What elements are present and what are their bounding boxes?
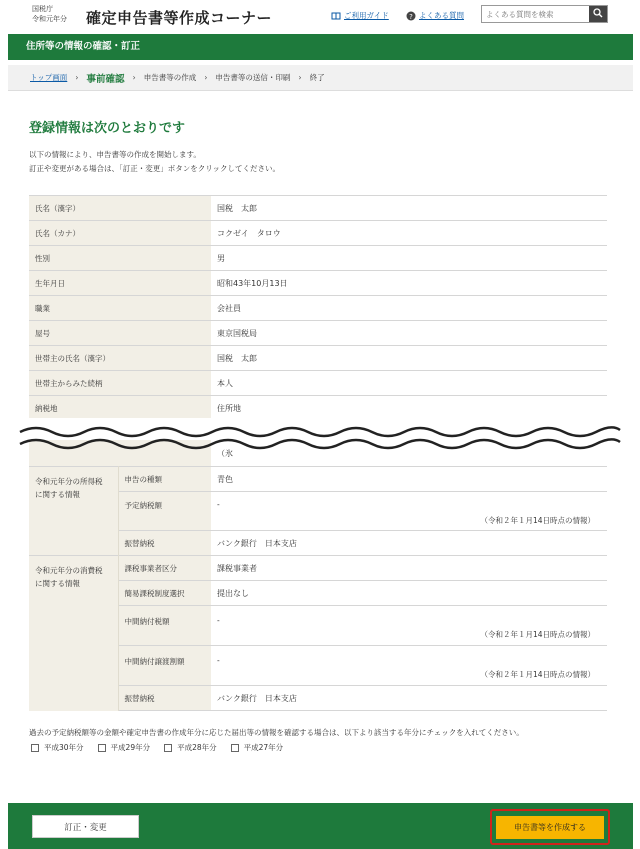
intro-line: 訂正や変更がある場合は、「訂正・変更」ボタンをクリックしてください。 bbox=[29, 164, 280, 173]
breadcrumb-step-create: 申告書等の作成 bbox=[143, 73, 197, 82]
create-button-highlight bbox=[490, 809, 610, 845]
site-header bbox=[0, 0, 640, 34]
row-value: 国税 太郎 bbox=[211, 196, 607, 221]
table-row bbox=[29, 321, 607, 346]
table-row bbox=[29, 371, 607, 396]
row-label: 職業 bbox=[29, 296, 211, 321]
question-icon bbox=[406, 11, 416, 21]
year-checkbox-h27[interactable] bbox=[231, 742, 284, 753]
correct-change-button[interactable]: 訂正・変更 bbox=[32, 815, 139, 838]
intro-text bbox=[29, 148, 280, 176]
row-label: 性別 bbox=[29, 246, 211, 271]
row-value: - bbox=[217, 656, 220, 665]
guide-link-label: ご利用ガイド bbox=[344, 11, 389, 20]
org-name: 国税庁 bbox=[32, 5, 53, 13]
row-value: 国税 太郎 bbox=[211, 346, 607, 371]
row-label: 氏名（カナ） bbox=[29, 221, 211, 246]
row-value: 昭和43年10月13日 bbox=[211, 271, 607, 296]
intro-line: 以下の情報により、申告書等の作成を開始します。 bbox=[29, 150, 201, 159]
table-row bbox=[29, 467, 607, 492]
row-label: 課税事業者区分 bbox=[118, 556, 211, 581]
row-value: コクゼイ タロウ bbox=[211, 221, 607, 246]
year-checkbox-h30[interactable] bbox=[31, 742, 84, 753]
breadcrumb-step-send-print: 申告書等の送信・印刷 bbox=[215, 73, 291, 82]
info-date-note: （令和２年１月14日時点の情報） bbox=[480, 630, 595, 639]
table-row bbox=[29, 556, 607, 581]
breadcrumb-separator: › bbox=[132, 73, 136, 82]
checkbox[interactable] bbox=[231, 744, 239, 752]
row-value: 東京国税局 bbox=[211, 321, 607, 346]
faq-link[interactable] bbox=[406, 10, 464, 21]
row-label: 納税地 bbox=[29, 396, 211, 421]
registration-info-table bbox=[29, 195, 607, 421]
info-date-note: （令和２年１月14日時点の情報） bbox=[480, 516, 595, 525]
row-label: 屋号 bbox=[29, 321, 211, 346]
organization-label bbox=[32, 4, 67, 24]
row-value: 提出なし bbox=[211, 581, 607, 606]
row-value-with-note bbox=[211, 606, 607, 646]
row-value: 課税事業者 bbox=[211, 556, 607, 581]
row-value: バンク銀行 日本支店 bbox=[211, 686, 607, 711]
breadcrumb-current-step: 事前確認 bbox=[86, 73, 125, 85]
row-label: 中間納付税額 bbox=[118, 606, 211, 646]
row-label: 振替納税 bbox=[118, 686, 211, 711]
breadcrumb-step-finish: 終了 bbox=[309, 73, 325, 82]
row-value-with-note bbox=[211, 646, 607, 686]
table-row bbox=[29, 396, 607, 421]
checkbox[interactable] bbox=[164, 744, 172, 752]
create-return-button[interactable]: 申告書等を作成する bbox=[496, 816, 604, 839]
table-row bbox=[29, 296, 607, 321]
omission-wave-divider bbox=[0, 418, 640, 466]
checkbox-label: 平成29年分 bbox=[110, 743, 151, 752]
table-row bbox=[29, 271, 607, 296]
row-label: 生年月日 bbox=[29, 271, 211, 296]
table-row bbox=[29, 346, 607, 371]
row-value: - bbox=[217, 616, 220, 625]
checkbox[interactable] bbox=[31, 744, 39, 752]
faq-search bbox=[481, 5, 608, 23]
row-label: 申告の種類 bbox=[118, 467, 211, 492]
guide-link[interactable] bbox=[331, 10, 389, 21]
table-row bbox=[29, 196, 607, 221]
year-checkbox-group bbox=[31, 742, 283, 753]
row-label: 世帯主の氏名（漢字） bbox=[29, 346, 211, 371]
table-row bbox=[29, 246, 607, 271]
row-value: 住所地 bbox=[211, 396, 607, 421]
income-tax-group-label bbox=[29, 467, 118, 556]
row-value: バンク銀行 日本支店 bbox=[211, 531, 607, 556]
search-input[interactable] bbox=[482, 6, 589, 22]
checkbox[interactable] bbox=[98, 744, 106, 752]
book-icon bbox=[331, 11, 341, 21]
cut-text-fragment: （氷 bbox=[217, 449, 233, 458]
search-icon bbox=[593, 8, 603, 21]
checkbox-label: 平成30年分 bbox=[44, 743, 84, 752]
row-value: 青色 bbox=[211, 467, 607, 492]
action-footer bbox=[8, 803, 633, 849]
row-value: 会社員 bbox=[211, 296, 607, 321]
row-label: 振替納税 bbox=[118, 531, 211, 556]
page-heading: 登録情報は次のとおりです bbox=[29, 121, 186, 136]
row-label: 中間納付譲渡割額 bbox=[118, 646, 211, 686]
year-checkbox-h28[interactable] bbox=[164, 742, 217, 753]
group-label-line: 令和元年分の消費税 bbox=[35, 566, 103, 575]
breadcrumb-separator: › bbox=[75, 73, 79, 82]
site-title: 確定申告書等作成コーナー bbox=[86, 9, 273, 27]
row-label: 予定納税額 bbox=[118, 492, 211, 531]
checkbox-label: 平成28年分 bbox=[177, 743, 217, 752]
row-value: - bbox=[217, 500, 220, 509]
breadcrumb bbox=[8, 65, 633, 91]
row-value-with-note bbox=[211, 492, 607, 531]
row-label: 世帯主からみた続柄 bbox=[29, 371, 211, 396]
info-date-note: （令和２年１月14日時点の情報） bbox=[480, 670, 595, 679]
group-label-line: に関する情報 bbox=[35, 490, 80, 499]
table-row bbox=[29, 221, 607, 246]
row-label: 氏名（漢字） bbox=[29, 196, 211, 221]
checkbox-label: 平成27年分 bbox=[243, 743, 284, 752]
page-title-bar: 住所等の情報の確認・訂正 bbox=[8, 34, 633, 60]
group-label-line: 令和元年分の所得税 bbox=[35, 477, 103, 486]
consumption-tax-group-label bbox=[29, 556, 118, 711]
search-button[interactable] bbox=[589, 6, 607, 22]
row-label: 簡易課税制度選択 bbox=[118, 581, 211, 606]
breadcrumb-home-link[interactable]: トップ画面 bbox=[30, 73, 68, 82]
row-value: 本人 bbox=[211, 371, 607, 396]
svg-text:?: ? bbox=[409, 12, 413, 21]
tax-year-label: 令和元年分 bbox=[32, 15, 67, 23]
tax-info-table bbox=[29, 466, 607, 711]
group-label-line: に関する情報 bbox=[35, 579, 80, 588]
row-value: 男 bbox=[211, 246, 607, 271]
past-years-note: 過去の予定納税額等の金額や確定申告書の作成年分に応じた届出等の情報を確認する場合は、以下より該当する年分にチェックを入れてください。 bbox=[29, 728, 524, 737]
breadcrumb-separator: › bbox=[298, 73, 302, 82]
year-checkbox-h29[interactable] bbox=[98, 742, 151, 753]
breadcrumb-separator: › bbox=[204, 73, 208, 82]
faq-link-label: よくある質問 bbox=[419, 11, 464, 20]
